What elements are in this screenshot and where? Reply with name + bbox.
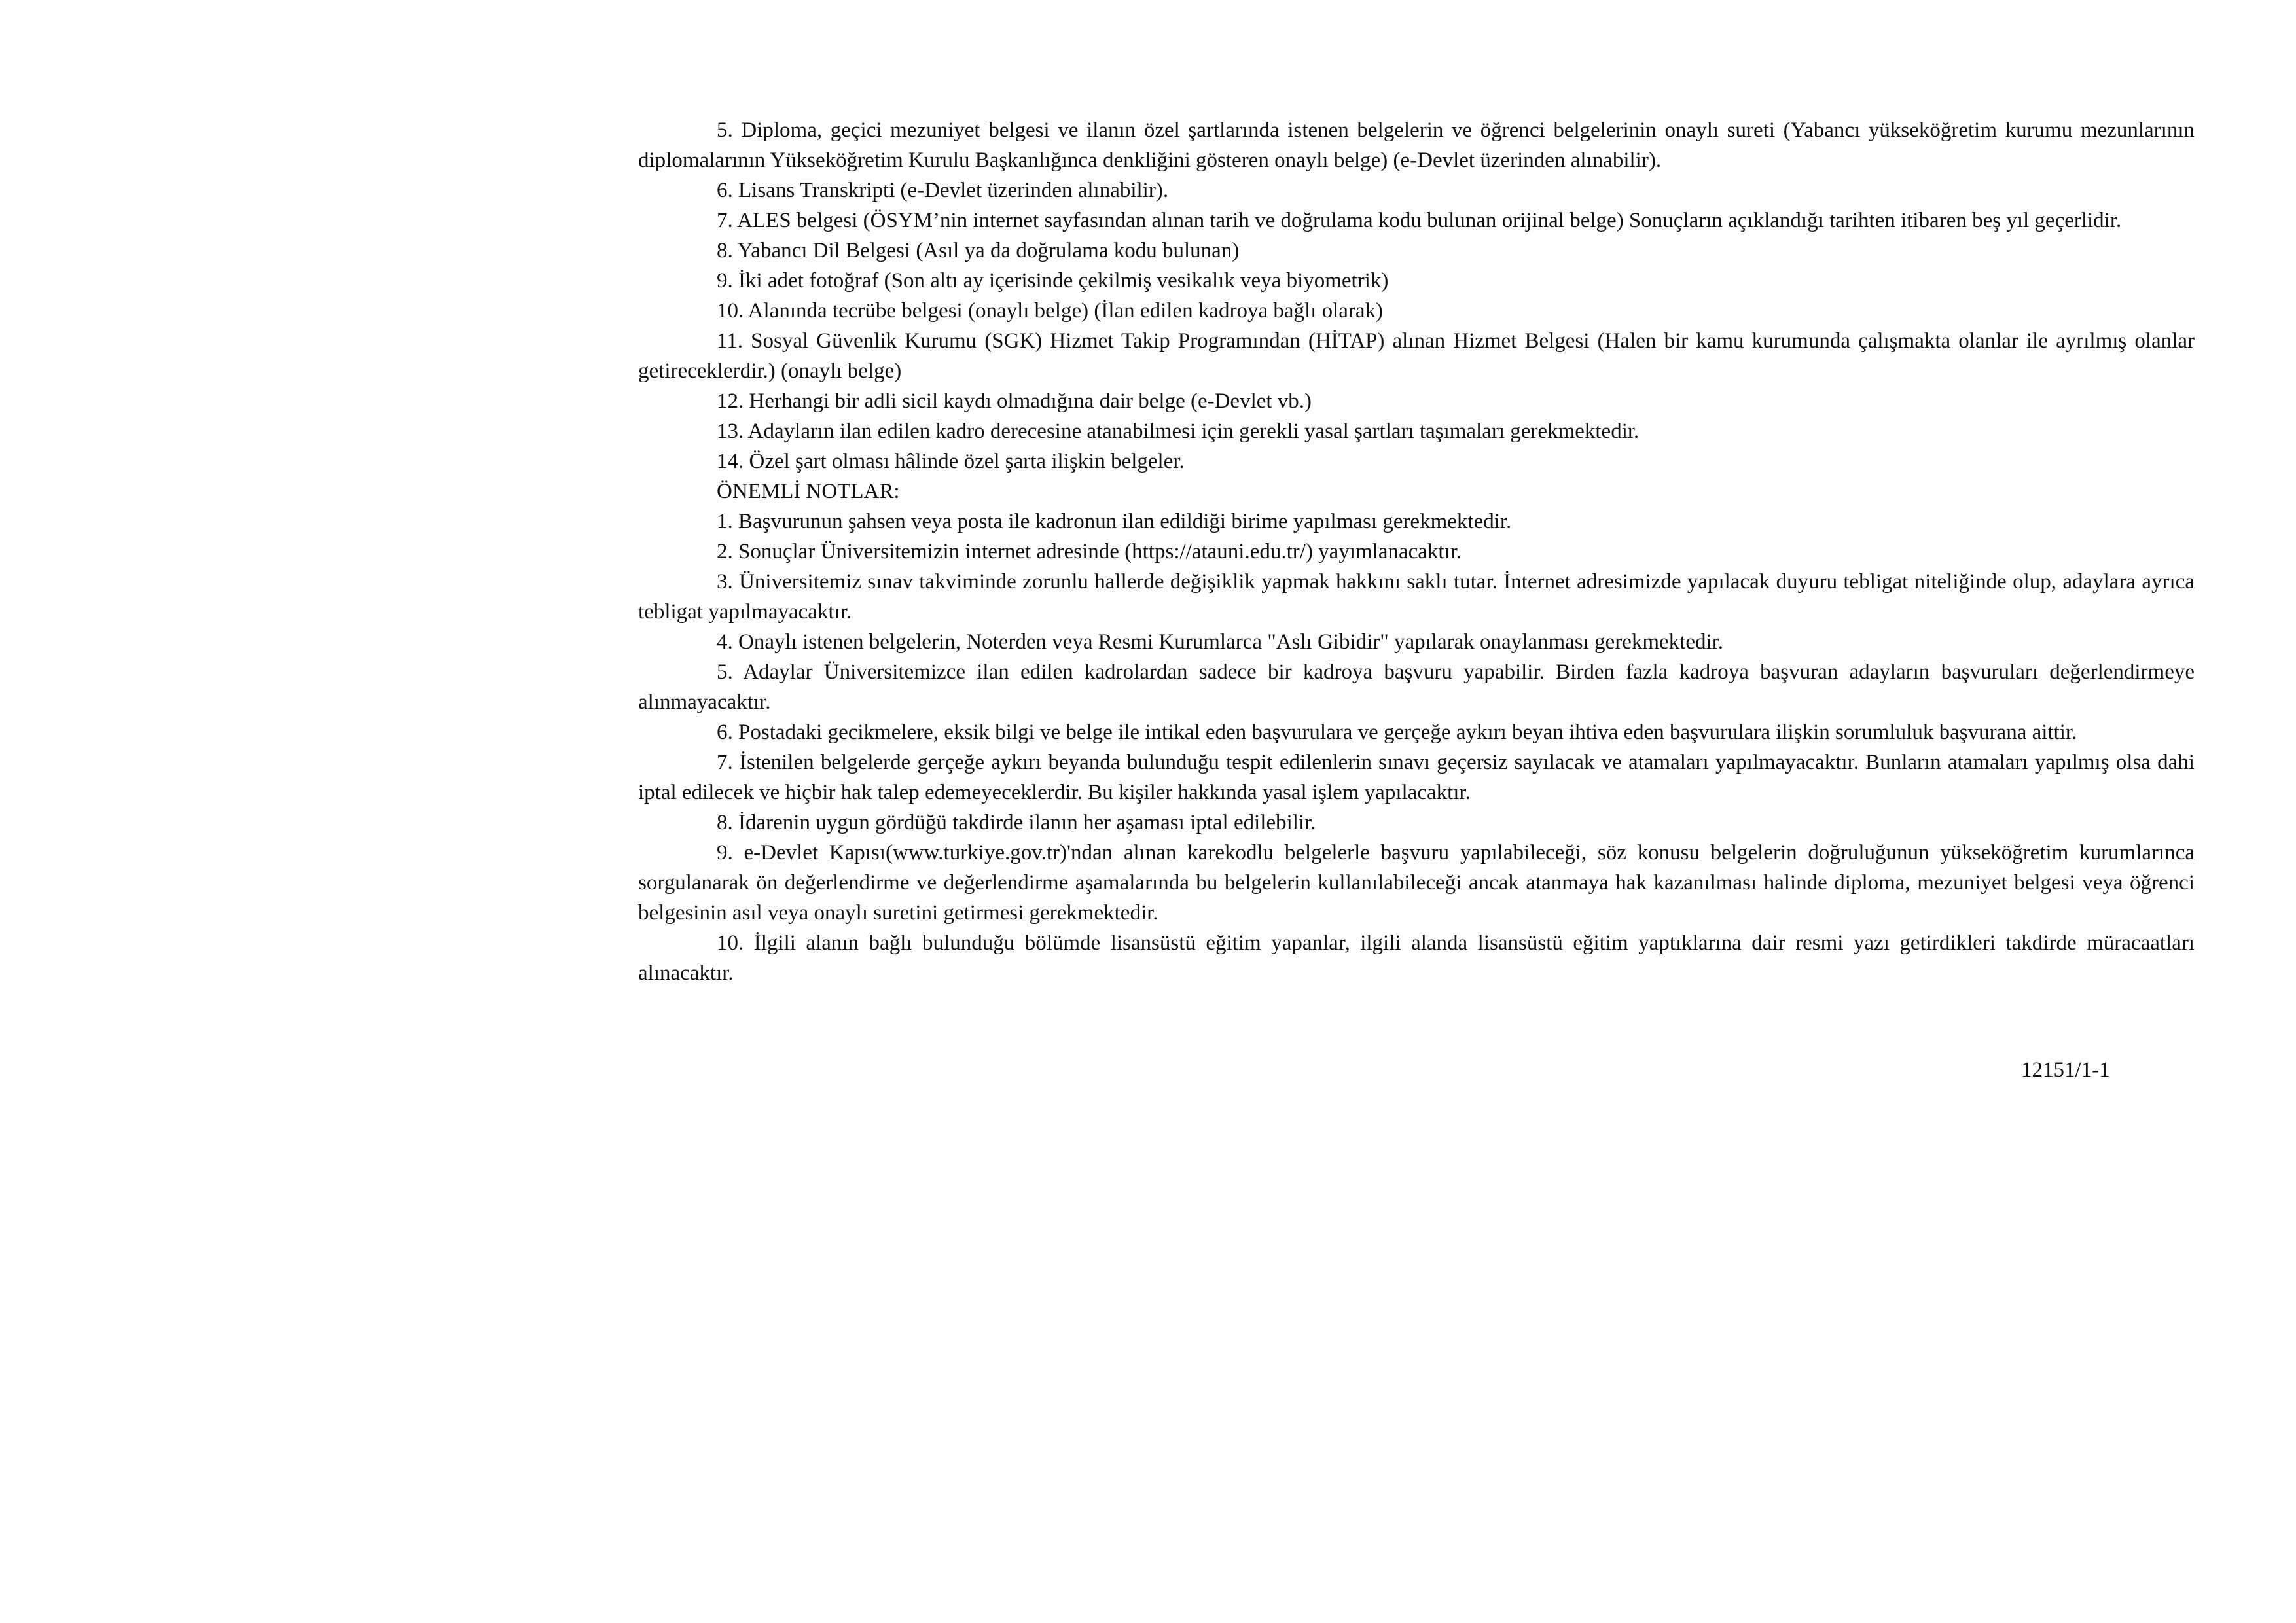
document-item: 9. İki adet fotoğraf (Son altı ay içerisinde çekilmiş vesikalık veya biyometrik)	[717, 269, 1389, 293]
note-item: 8. İdarenin uygun gördüğü takdirde ilanın her aşaması iptal edilebilir.	[717, 811, 1316, 834]
note-item: 6. Postadaki gecikmelere, eksik bilgi ve belge ile intikal eden başvurulara ve gerçeğe aykırı beyan ihtiva eden başvurulara ilişkin sorumluluk başvurana aittir.	[717, 721, 2077, 744]
note-item: 2. Sonuçlar Üniversitemizin internet adresinde (https://atauni.edu.tr/) yayımlanacaktır.	[717, 540, 1462, 563]
document-item: 14. Özel şart olması hâlinde özel şarta ilişkin belgeler.	[717, 450, 1185, 473]
document-item: 6. Lisans Transkripti (e-Devlet üzerinden alınabilir).	[717, 179, 1169, 202]
note-item: 9. e-Devlet Kapısı(www.turkiye.gov.tr)'ndan alınan karekodlu belgelerle başvuru yapılabileceği, söz konusu belgelerin doğruluğunun yükseköğretim kurumlarınca sorgulanarak ön değerlendirme ve değerlendirme aşamalarında bu belgelerin kullanılabileceği ancak atanmaya hak kazanılması halinde diploma, mezuniyet belgesi veya öğrenci belgesinin asıl veya onaylı suretini getirmesi gerekmektedir.	[638, 841, 2195, 925]
note-item: 1. Başvurunun şahsen veya posta ile kadronun ilan edildiği birime yapılması gerekmektedir.	[717, 510, 1512, 533]
document-item: 10. Alanında tecrübe belgesi (onaylı belge) (İlan edilen kadroya bağlı olarak)	[717, 299, 1384, 323]
note-item: 7. İstenilen belgelerde gerçeğe aykırı beyanda bulunduğu tespit edilenlerin sınavı geçersiz sayılacak ve atamaları yapılmayacaktır. Bunların atamaları yapılmış olsa dahi iptal edilecek ve hiçbir hak talep edemeyeceklerdir. Bu kişiler hakkında yasal işlem yapılacaktır.	[638, 751, 2195, 804]
note-item: 4. Onaylı istenen belgelerin, Noterden veya Resmi Kurumlarca "Aslı Gibidir" yapılarak onaylanması gerekmektedir.	[717, 630, 1724, 654]
notes-heading: ÖNEMLİ NOTLAR:	[717, 480, 900, 503]
document-body	[638, 115, 2195, 988]
document-item: 11. Sosyal Güvenlik Kurumu (SGK) Hizmet Takip Programından (HİTAP) alınan Hizmet Belgesi (Halen bir kamu kurumunda çalışmakta olanlar ile ayrılmış olanlar getireceklerdir.) (onaylı belge)	[638, 329, 2195, 383]
note-item: 5. Adaylar Üniversitemizce ilan edilen kadrolardan sadece bir kadroya başvuru yapabilir. Birden fazla kadroya başvuran adayların başvuruları değerlendirmeye alınmayacaktır.	[638, 660, 2195, 714]
reference-number: 12151/1-1	[2021, 1058, 2110, 1082]
document-item: 8. Yabancı Dil Belgesi (Asıl ya da doğrulama kodu bulunan)	[717, 239, 1240, 262]
note-item: 3. Üniversitemiz sınav takviminde zorunlu hallerde değişiklik yapmak hakkını saklı tutar. İnternet adresimizde yapılacak duyuru tebligat niteliğinde olup, adaylara ayrıca tebligat yapılmayacaktır.	[638, 570, 2195, 624]
document-item: 12. Herhangi bir adli sicil kaydı olmadığına dair belge (e-Devlet vb.)	[717, 389, 1312, 413]
document-item: 7. ALES belgesi (ÖSYM’nin internet sayfasından alınan tarih ve doğrulama kodu bulunan orijinal belge) Sonuçların açıklandığı tarihten itibaren beş yıl geçerlidir.	[717, 209, 2122, 232]
note-item: 10. İlgili alanın bağlı bulunduğu bölümde lisansüstü eğitim yapanlar, ilgili alanda lisansüstü eğitim yaptıklarına dair resmi yazı getirdikleri takdirde müracaatları alınacaktır.	[638, 931, 2195, 985]
document-item: 13. Adayların ilan edilen kadro derecesine atanabilmesi için gerekli yasal şartları taşımaları gerekmektedir.	[717, 419, 1640, 443]
document-item: 5. Diploma, geçici mezuniyet belgesi ve ilanın özel şartlarında istenen belgelerin ve öğrenci belgelerinin onaylı sureti (Yabancı yükseköğretim kurumu mezunlarının diplomalarının Yükseköğretim Kurulu Başkanlığınca denkliğini gösteren onaylı belge) (e-Devlet üzerinden alınabilir).	[638, 118, 2195, 172]
